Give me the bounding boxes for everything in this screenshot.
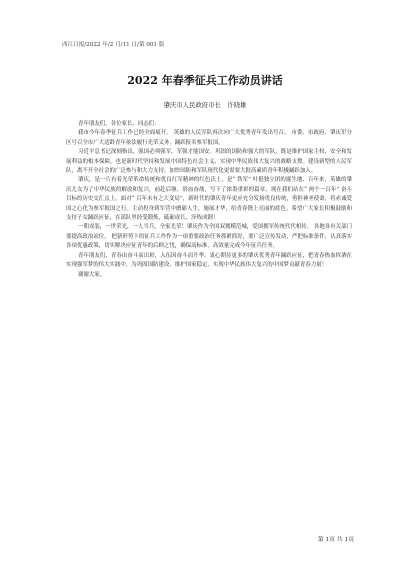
paragraph: 肇庆，是一片有着光荣革命传统和优良红军精神的红色沃土，是“ 铁军” 叶挺独立团的诞生地、百年来，英雄的肇庆儿女为了中华民族的解放和复兴，前赴后继、浴血奋战，写下了浓墨重彩的篇章。现在我们站在“ 两个一百年” 奋斗目标的历史交汇点上，面对“ 百年未有之大变局”，新时代的肇庆青年更应充分发扬优良传统，勇担神圣使命，将赤诚爱国之心化为参军报国之行。主动投身到军营中磨砺人生，施展才华，给青春镌上亮丽的底色。希望广大家长积极鼓励和支持子女踊跃应征，在部队里经受锻炼，砥砺成长、淬炼成钢！ xyxy=(66,177,352,222)
paragraph: 青年朋友们，青春由奋斗而出彩，入伍因奋斗而升华。衷心期待更多的肇庆优秀青年踊跃应征，把青春热血挥洒在实现强军梦的伟大实践中，为巩固国防建设、维护国家稳定、实现中华民族伟大复兴的中国梦贡献青春力量！ xyxy=(66,252,352,269)
article-body xyxy=(66,120,352,280)
source-line: 西江日报/2022 年/2 月/11 日/第 001 版 xyxy=(62,42,165,48)
paragraph: 习近平总书记深刻指出，强国必须强军，军强才能国安。巩固的国防和强大的军队，既是维护国家主权、安全和发展利益的根本保障，也是新时代坚持和发展中国特色社会主义、实现中华民族伟大复兴的战略支撑。建设新型的人民军队，离不开全社会的广泛参与和大力支持。加快国防和军队现代化更需要大批高素质青年积极踊跃加入。 xyxy=(66,149,352,175)
author-byline: 肇庆市人民政府市长 许晓雄 xyxy=(163,101,247,109)
page-title: 2022 年春季征兵工作动员讲话 xyxy=(127,74,283,87)
paragraph: 我市今年春季征兵工作已经全面展开。 英雄的人民军队再次向广大优秀青年发出号召。 市委、市政府、肇庆军分区号召全市广大适龄青年依法履行光荣义务，踊跃报名参军报国。 xyxy=(66,130,352,146)
paragraph: 一朝戎装，一世荣光，一人当兵，全家光荣！肇庆作为全国双拥模范城，爱国拥军传统代代相传。 各地各有关部门要提高政治站位， 把新形势下的征兵工作作为一项重要政治任务抓紧抓好，要广泛宣传发动、严把标准条件，认真落实各项优惠政策，切实解决应征青年的后顾之忧，确保高标准、高效量完成今年征兵任务。 xyxy=(66,224,352,250)
paragraph: 谢谢大家。 xyxy=(78,271,106,278)
paragraph: 青年朋友们，各位家长，同志们： xyxy=(78,121,160,127)
page-number: 第 1页 共 1页 xyxy=(317,537,354,543)
